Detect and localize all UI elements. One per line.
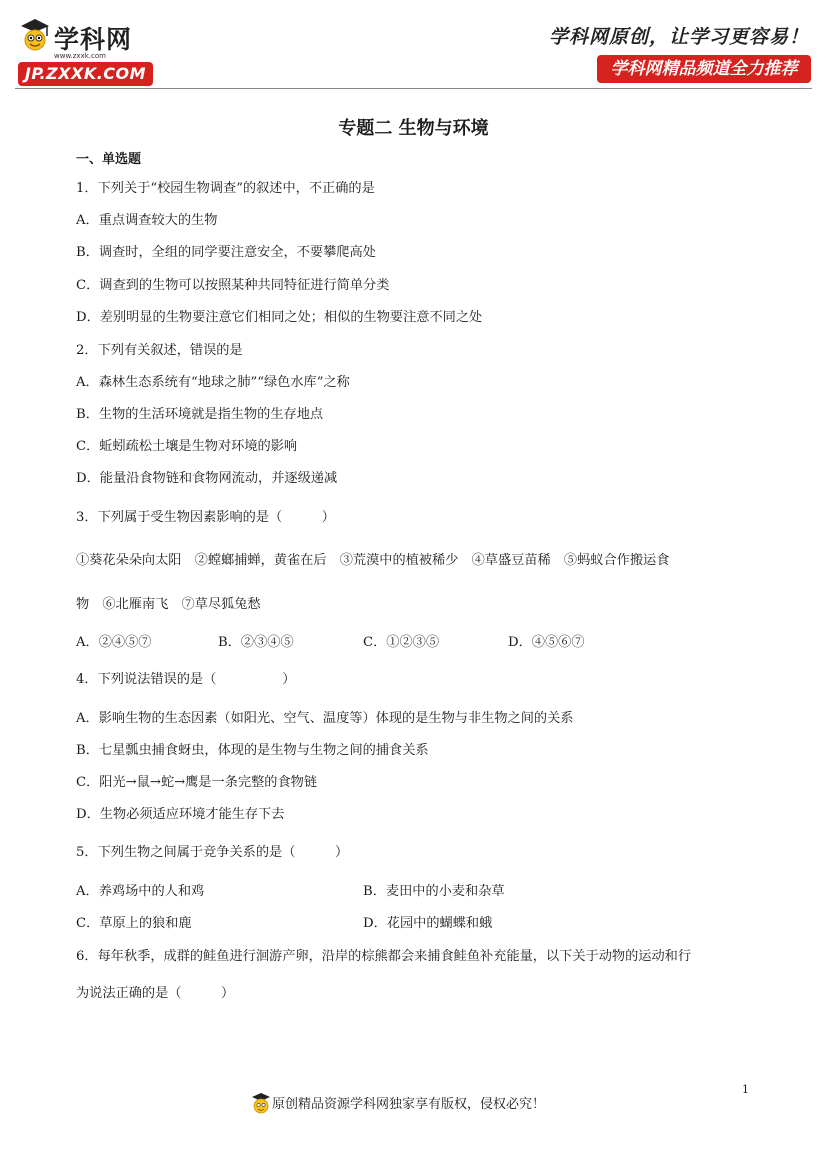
option-c: C．草原上的狼和鹿: [76, 916, 192, 931]
logo-url: www.zxxk.com: [54, 52, 106, 60]
question-line: 5．下列生物之间属于竞争关系的是（ ）: [76, 845, 349, 860]
option-d: D．花园中的蝴蝶和蛾: [363, 916, 493, 931]
page-title: 专题二 生物与环境: [338, 118, 489, 139]
logo-mascot-area: [18, 14, 158, 60]
channel-badge[interactable]: 学科网精品频道全力推荐: [597, 55, 811, 83]
option-line: D．能量沿食物链和食物网流动，并逐级递减: [76, 471, 338, 486]
footer-notice: [250, 1090, 546, 1114]
question-line: 物 ⑥北雁南飞 ⑦草尽狐兔愁: [76, 597, 261, 612]
option-line: C．蚯蚓疏松土壤是生物对环境的影响: [76, 439, 298, 454]
option-b: B．②③④⑤: [218, 635, 294, 650]
option-d: D．④⑤⑥⑦: [508, 635, 585, 650]
question-line: 4．下列说法错误的是（ ）: [76, 672, 296, 687]
question-line: 2．下列有关叙述，错误的是: [76, 343, 243, 358]
option-a: A．养鸡场中的人和鸡: [76, 884, 205, 899]
site-logo[interactable]: [18, 14, 158, 84]
option-line: B．生物的生活环境就是指生物的生存地点: [76, 407, 324, 422]
option-a: A．②④⑤⑦: [76, 635, 152, 650]
option-c: C．①②③⑤: [363, 635, 440, 650]
question-line: 为说法正确的是（ ）: [76, 986, 235, 1001]
option-line: A．森林生态系统有“地球之肺”“绿色水库”之称: [76, 375, 350, 390]
option-line: C．阳光→鼠→蛇→鹰是一条完整的食物链: [76, 775, 318, 790]
option-line: C．调查到的生物可以按照某种共同特征进行简单分类: [76, 278, 390, 293]
option-line: D．生物必须适应环境才能生存下去: [76, 807, 285, 822]
option-line: A．影响生物的生态因素（如阳光、空气、温度等）体现的是生物与非生物之间的关系: [76, 711, 574, 726]
section-heading: 一、单选题: [76, 152, 142, 167]
mascot-icon: [250, 1090, 272, 1114]
question-line: 1．下列关于“校园生物调查”的叙述中，不正确的是: [76, 181, 375, 196]
option-line: B．七星瓢虫捕食蚜虫，体现的是生物与生物之间的捕食关系: [76, 743, 429, 758]
page-number: 1: [742, 1083, 749, 1096]
option-line: B．调查时，全组的同学要注意安全，不要攀爬高处: [76, 245, 376, 260]
question-line: 6．每年秋季，成群的鲑鱼进行洄游产卵，沿岸的棕熊都会来捕食鲑鱼补充能量，以下关于动物的运动和行: [76, 949, 692, 964]
option-line: D．差别明显的生物要注意它们相同之处；相似的生物要注意不同之处: [76, 310, 483, 325]
header-divider: [15, 88, 812, 89]
option-line: A．重点调查较大的生物: [76, 213, 218, 228]
logo-badge[interactable]: JP.ZXXK.COM: [18, 62, 153, 86]
footer-text: 原创精品资源学科网独家享有版权，侵权必究！: [272, 1097, 546, 1112]
question-line: ①葵花朵朵向太阳 ②螳螂捕蝉，黄雀在后 ③荒漠中的植被稀少 ④草盛豆苗稀 ⑤蚂蚁合作搬运食: [76, 553, 670, 568]
mascot-icon: [18, 14, 52, 54]
logo-text: 学科网: [54, 25, 133, 54]
question-line: 3．下列属于受生物因素影响的是（ ）: [76, 510, 335, 525]
option-b: B．麦田中的小麦和杂草: [363, 884, 505, 899]
header-slogan: 学科网原创，让学习更容易！: [548, 26, 809, 48]
